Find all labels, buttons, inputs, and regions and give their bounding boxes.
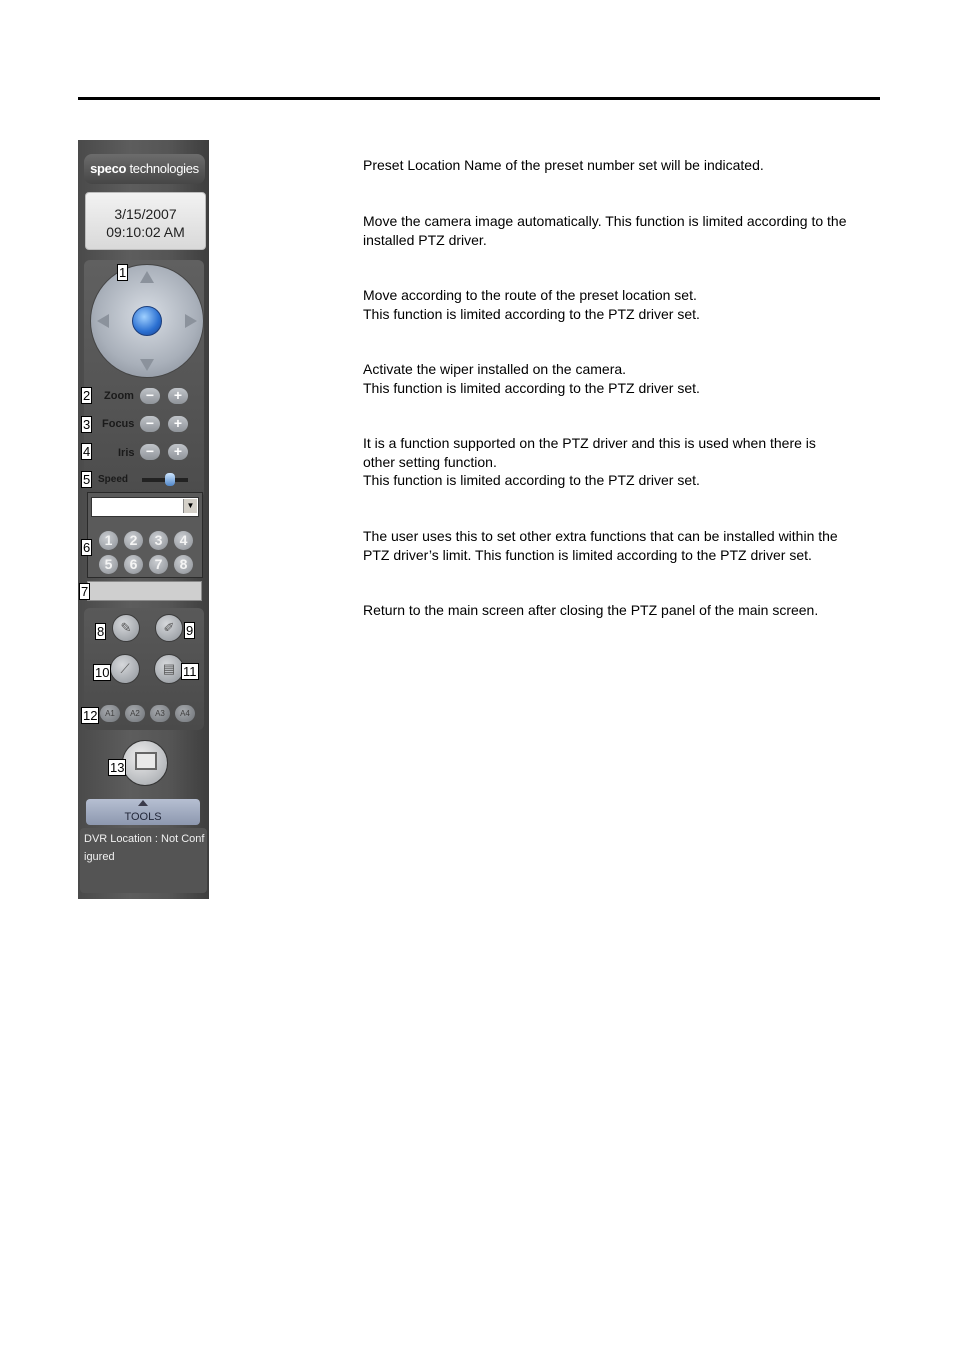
callout-5: 5 (83, 472, 91, 487)
callout-13: 13 (110, 760, 125, 775)
callout-2: 2 (83, 388, 91, 403)
preset-name-field (87, 581, 202, 601)
chevron-up-icon (138, 800, 148, 806)
preset-button-6[interactable]: 6 (124, 555, 143, 574)
preset-button-2[interactable]: 2 (124, 531, 143, 550)
aux-button-a3[interactable]: A3 (150, 705, 170, 722)
wiper-icon: ⟋ (120, 661, 130, 676)
aux-button-a2[interactable]: A2 (125, 705, 145, 722)
preset-button-7[interactable]: 7 (149, 555, 168, 574)
wiper-button[interactable] (110, 654, 140, 684)
preset-button-4[interactable]: 4 (174, 531, 193, 550)
zoom-label: Zoom (104, 390, 134, 402)
callout-3: 3 (83, 417, 91, 432)
direction-pad[interactable] (90, 264, 204, 378)
speco-logo: speco technologies (84, 154, 205, 184)
speed-label: Speed (98, 474, 129, 485)
callout-6: 6 (83, 540, 91, 555)
pen-icon: ✐ (163, 620, 175, 635)
date-time-display (85, 192, 206, 250)
preset-button-3[interactable]: 3 (149, 531, 168, 550)
desc-auto-pan: Move the camera image automatically. This function is limited according to the installed PTZ driver. (363, 213, 847, 248)
zoom-out-button[interactable]: − (140, 388, 160, 404)
aux-button-a1[interactable]: A1 (100, 705, 120, 722)
desc-preset-name: Preset Location Name of the preset number set will be indicated. (363, 157, 764, 173)
tour-button[interactable] (155, 614, 183, 642)
pencil-icon: ✎ (120, 620, 132, 635)
preset-button-1[interactable]: 1 (99, 531, 118, 550)
arrow-right-icon[interactable] (185, 314, 197, 328)
document-icon: ▤ (162, 661, 176, 676)
dvr-location-text: DVR Location : Not Configured (84, 833, 205, 863)
desc-setup: It is a function supported on the PTZ driver and this is used when there is other setting function. This function is limited according to the PTZ driver set. (363, 435, 816, 488)
speed-slider-knob[interactable] (165, 473, 175, 486)
callout-7: 7 (81, 584, 89, 599)
monitor-icon (135, 752, 157, 770)
callout-8: 8 (97, 624, 105, 639)
focus-label: Focus (102, 418, 135, 430)
preset-button-8[interactable]: 8 (174, 555, 193, 574)
setup-button[interactable] (154, 654, 184, 684)
callout-11: 11 (183, 664, 197, 679)
tools-label: TOOLS (124, 811, 162, 823)
focus-far-button[interactable]: + (168, 416, 188, 432)
arrow-down-icon[interactable] (140, 359, 154, 371)
preset-dropdown[interactable] (91, 497, 199, 517)
desc-aux: The user uses this to set other extra functions that can be installed within the PTZ driver’s limit. This function is limited according to the PTZ driver set. (363, 528, 838, 563)
desc-tour: Move according to the route of the preset location set. This function is limited according to the PTZ driver set. (363, 287, 700, 322)
callout-1: 1 (119, 265, 127, 280)
arrow-up-icon[interactable] (140, 271, 154, 283)
iris-open-button[interactable]: + (168, 444, 188, 460)
chevron-down-icon[interactable]: ▼ (183, 499, 197, 513)
arrow-left-icon[interactable] (97, 314, 109, 328)
time-text: 09:10:02 AM (106, 224, 185, 240)
callout-12: 12 (83, 708, 98, 723)
iris-label: Iris (118, 447, 135, 459)
callout-9: 9 (186, 623, 194, 638)
tools-tab[interactable] (86, 799, 200, 825)
desc-return: Return to the main screen after closing the PTZ panel of the main screen. (363, 602, 819, 618)
callout-4: 4 (83, 444, 91, 459)
aux-button-a4[interactable]: A4 (175, 705, 195, 722)
preset-button-5[interactable]: 5 (99, 555, 118, 574)
ptz-panel (78, 140, 209, 899)
center-home-button[interactable] (132, 306, 162, 336)
return-main-screen-button[interactable] (122, 740, 168, 786)
focus-near-button[interactable]: − (140, 416, 160, 432)
date-text: 3/15/2007 (114, 206, 177, 222)
callout-10: 10 (95, 665, 110, 680)
iris-close-button[interactable]: − (140, 444, 160, 460)
header-rule (78, 97, 880, 100)
auto-pan-button[interactable] (112, 614, 140, 642)
desc-wiper: Activate the wiper installed on the camera. This function is limited according to the PTZ driver set. (363, 361, 700, 396)
zoom-in-button[interactable]: + (168, 388, 188, 404)
